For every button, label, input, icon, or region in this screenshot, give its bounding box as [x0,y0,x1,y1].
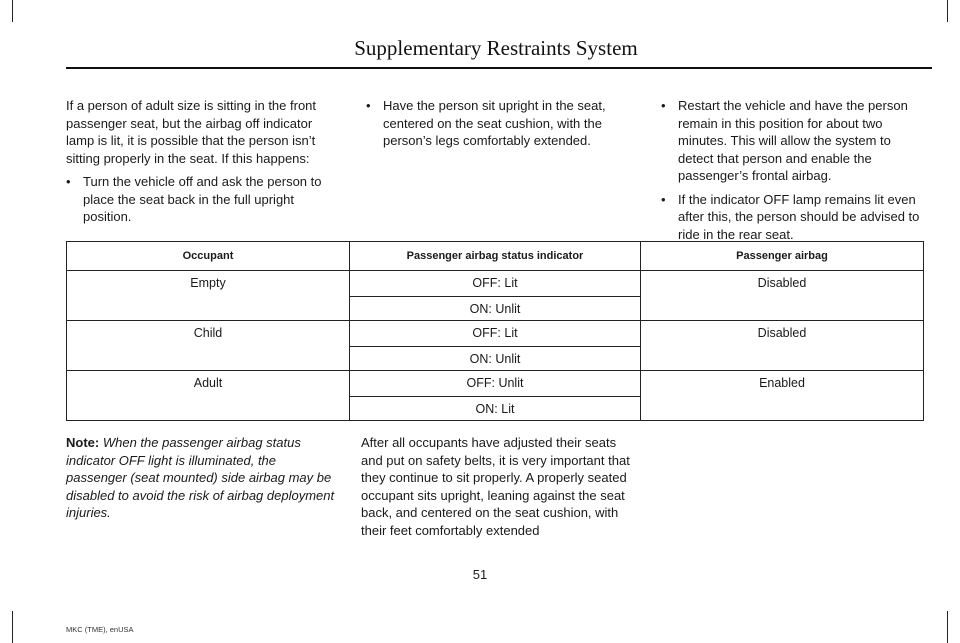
table-header-row [67,242,924,271]
bullet-marker: • [366,98,371,113]
bullet-marker: • [66,174,71,189]
cell-indicator: ON: Lit [350,397,641,421]
note-text: When the passenger airbag status indicator OFF light is illuminated, the passenger (seat mounted) side airbag may be disabled to avoid the risk of airbag deployment injuries. [66,435,335,520]
airbag-status-table [66,241,924,421]
cell-airbag: Disabled [641,321,924,371]
table-row [67,371,924,397]
footer-label: MKC (TME), enUSA [66,625,134,634]
list-item-text: Restart the vehicle and have the person remain in this position for about two minutes. This will allow the system to detect that person and enable the passenger’s frontal airbag. [678,98,908,183]
occupant-posture-paragraph [361,434,633,539]
cell-indicator: OFF: Lit [350,271,641,297]
list-item [66,173,340,226]
note-block [66,434,340,522]
list-item [661,191,929,244]
crop-mark-top-right-v [947,0,948,22]
crop-mark-top-left-v [12,0,13,22]
cell-airbag: Disabled [641,271,924,321]
cell-indicator: OFF: Lit [350,321,641,347]
crop-mark-bottom-right-v [947,611,948,643]
header-occupant: Occupant [67,242,350,271]
crop-mark-bottom-left-v [12,611,13,643]
header-passenger-airbag: Passenger airbag [641,242,924,271]
cell-occupant: Child [67,321,350,371]
cell-indicator: OFF: Unlit [350,371,641,397]
table-row [67,271,924,297]
column-left [66,97,340,232]
bullet-marker: • [661,191,666,207]
cell-occupant: Adult [67,371,350,421]
cell-indicator: ON: Unlit [350,297,641,321]
header-status-indicator: Passenger airbag status indicator [350,242,641,271]
list-item-text: If the indicator OFF lamp remains lit even after this, the person should be advised to ride in the rear seat. [678,191,920,242]
table-row [67,321,924,347]
note-label: Note: [66,435,100,450]
bullet-marker: • [661,98,666,113]
cell-occupant: Empty [67,271,350,321]
column-middle [366,97,634,156]
list-item [366,97,634,150]
header-rule [66,67,932,69]
cell-airbag: Enabled [641,371,924,421]
paragraph-text: After all occupants have adjusted their seats and put on safety belts, it is very important that they continue to sit properly. A properly seated occupant sits upright, leaning against the seat back, and centered on the seat cushion, with their feet comfortably extended [361,435,630,538]
list-item-text: Have the person sit upright in the seat, centered on the seat cushion, with the person’s legs comfortably extended. [383,98,606,148]
cell-indicator: ON: Unlit [350,347,641,371]
column-right [661,97,929,249]
list-item [661,97,929,185]
page-number: 51 [472,567,488,582]
page-title: Supplementary Restraints System [354,36,638,60]
list-item-text: Turn the vehicle off and ask the person to place the seat back in the full upright position. [83,174,322,224]
intro-paragraph: If a person of adult size is sitting in the front passenger seat, but the airbag off indicator lamp is lit, it is possible that the person isn’t sitting properly in the seat. If this happens: [66,98,317,166]
